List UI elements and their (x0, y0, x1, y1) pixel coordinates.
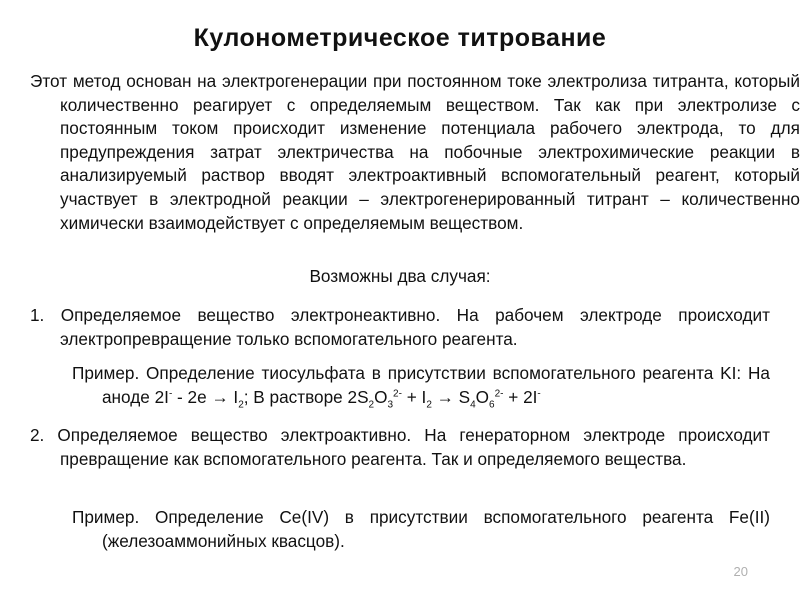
case-2-text: 2. Определяемое вещество электроактивно. На генераторном электроде происходит превращение как вспомогательного реагента. Так и определяемого вещества. (30, 425, 770, 469)
case-1-text: 1. Определяемое вещество электронеактивно. На рабочем электроде происходит электропревращение только вспомогательного реагента. (30, 305, 770, 349)
example-1: Пример. Определение тиосульфата в присутствии вспомогательного реагента KI: На аноде $2I^- - 2e \to I_2$; В растворе $2S_2O_3^{2-} + I_2 \to S_4O_6^{2-} + 2I^-$ (72, 363, 770, 411)
intro-paragraph: Этот метод основан на электрогенерации при постоянном токе электролиза титранта, который количественно реагирует с определяемым веществом. Так как при электролизе с постоянным током происходит изменение потенциала рабочего электрода, то для предупреждения затрат электричества на побочные электрохимические реакции в анализируемый раствор вводят электроактивный вспомогательный реагент, который участвует в электродной реакции – электрогенерированный титрант – количественно химически взаимодействует с определяемым веществом. (30, 71, 800, 233)
slide-title: Кулонометрическое титрование (193, 24, 607, 52)
page-number: 20 (733, 564, 748, 579)
cases-heading: Возможны два случая: (309, 266, 491, 286)
example-2: Пример. Определение Ce(IV) в присутствии вспомогательного реагента Fe(II) (железоаммонийных квасцов). (72, 507, 770, 551)
